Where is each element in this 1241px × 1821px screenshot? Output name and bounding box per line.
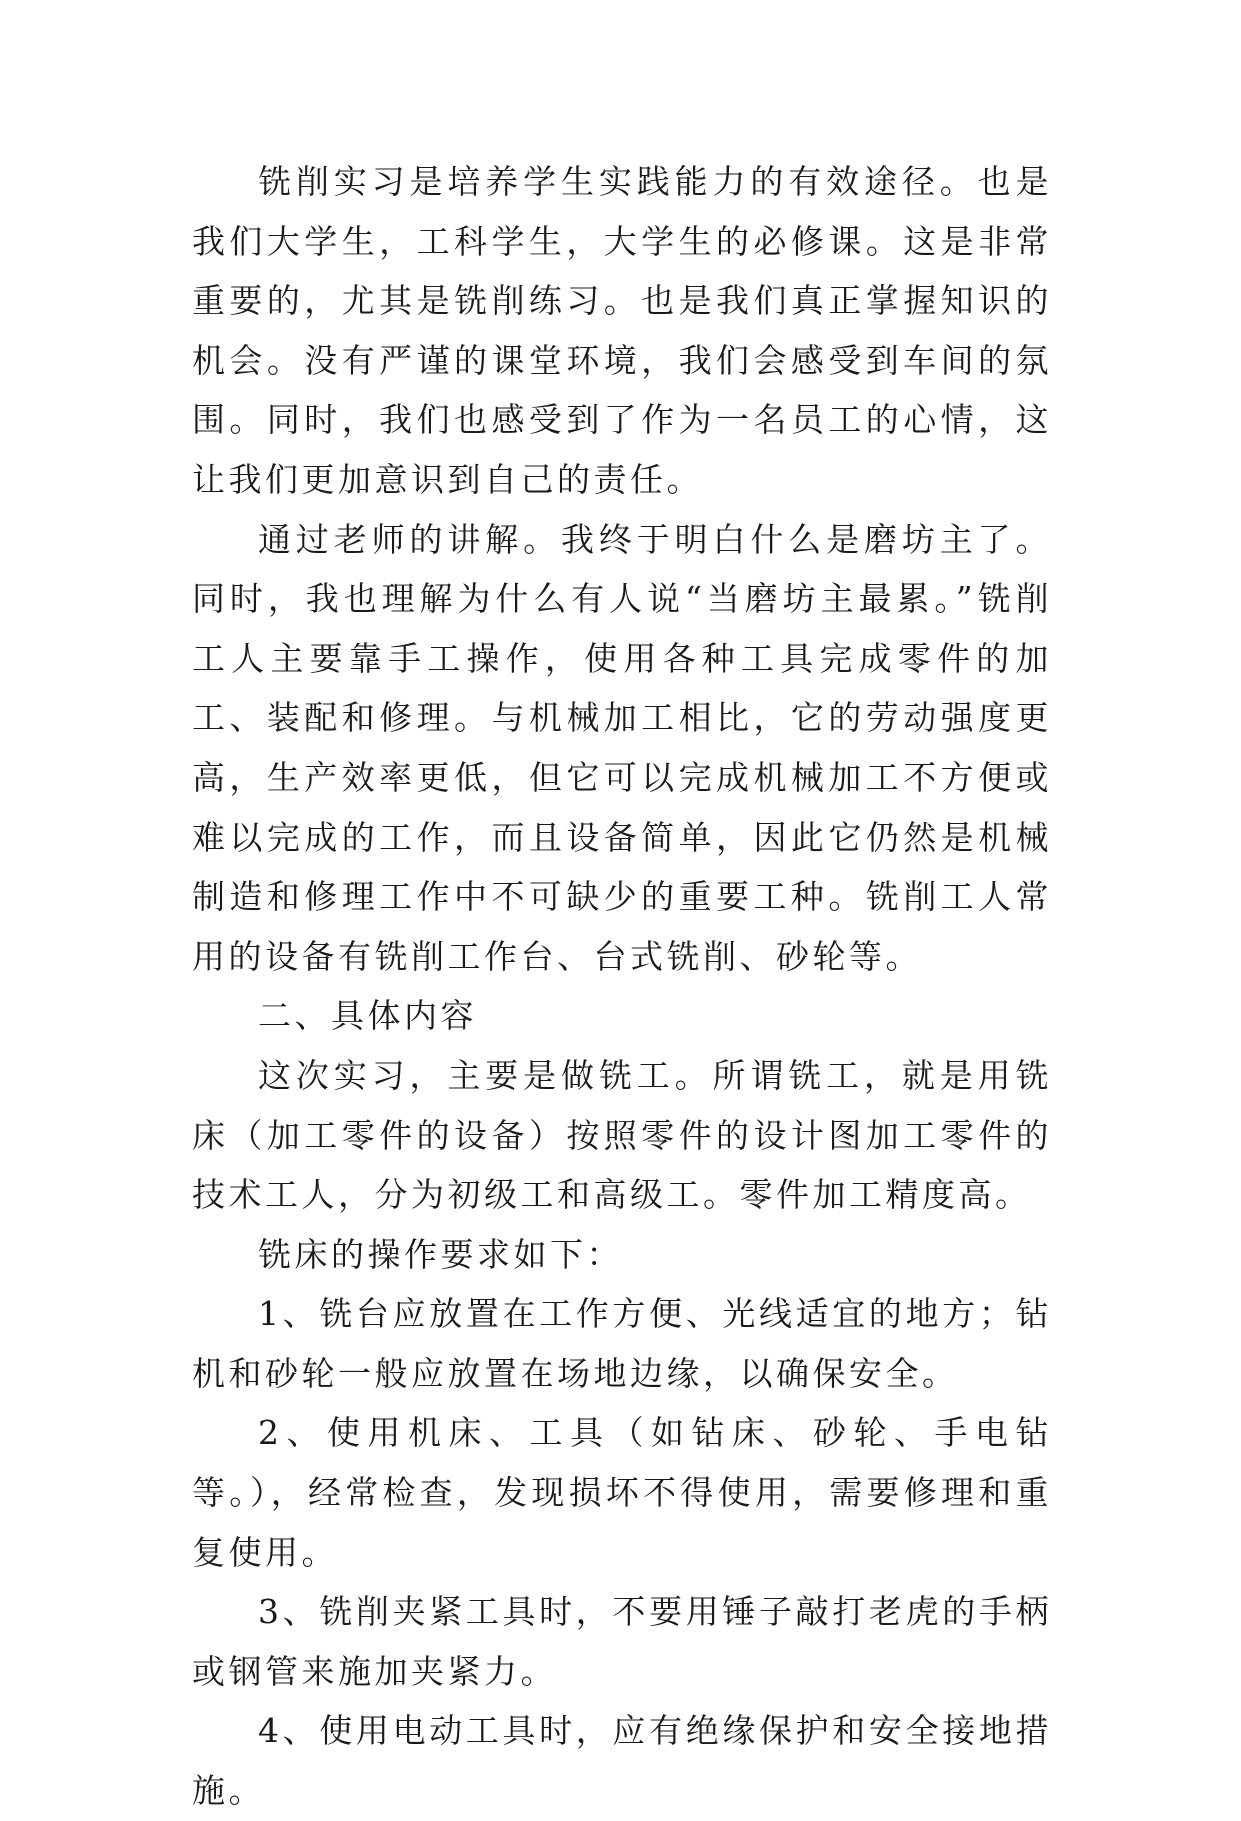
paragraph-teacher-explanation: 通过老师的讲解。我终于明白什么是磨坊主了。同时，我也理解为什么有人说“当磨坊主最累。”铣削工人主要靠手工操作，使用各种工具完成零件的加工、装配和修理。与机械加工相比，它的劳动强度更高，生产效率更低，但它可以完成机械加工不方便或难以完成的工作，而且设备简单，因此它仍然是机械制造和修理工作中不可缺少的重要工种。铣削工人常用的设备有铣削工作台、台式铣削、砂轮等。 (192, 519, 1052, 976)
list-item-requirement-4: 4、使用电动工具时，应有绝缘保护和安全接地措施。 (192, 1711, 1052, 1811)
list-item-requirement-3: 3、铣削夹紧工具时，不要用锤子敲打老虎的手柄或钢管来施加夹紧力。 (192, 1592, 1052, 1691)
paragraph-internship-content: 这次实习，主要是做铣工。所谓铣工，就是用铣床（加工零件的设备）按照零件的设计图加工零件的技术工人，分为初级工和高级工。零件加工精度高。 (192, 1055, 1052, 1215)
list-item-requirement-1: 1、铣台应放置在工作方便、光线适宜的地方；钻机和砂轮一般应放置在场地边缘，以确保安全。 (192, 1294, 1052, 1393)
section-heading-specific-content: 二、具体内容 (258, 996, 477, 1036)
list-item-requirement-2: 2、使用机床、工具（如钻床、砂轮、手电钻等。），经常检查，发现损坏不得使用，需要修理和重复使用。 (192, 1413, 1052, 1572)
document-body (192, 152, 1052, 1821)
paragraph-intro: 铣削实习是培养学生实践能力的有效途径。也是我们大学生，工科学生，大学生的必修课。这是非常重要的，尤其是铣削练习。也是我们真正掌握知识的机会。没有严谨的课堂环境，我们会感受到车间的氛围。同时，我们也感受到了作为一名员工的心情，这让我们更加意识到自己的责任。 (192, 162, 1052, 499)
paragraph-operation-requirements-intro: 铣床的操作要求如下： (258, 1234, 623, 1274)
